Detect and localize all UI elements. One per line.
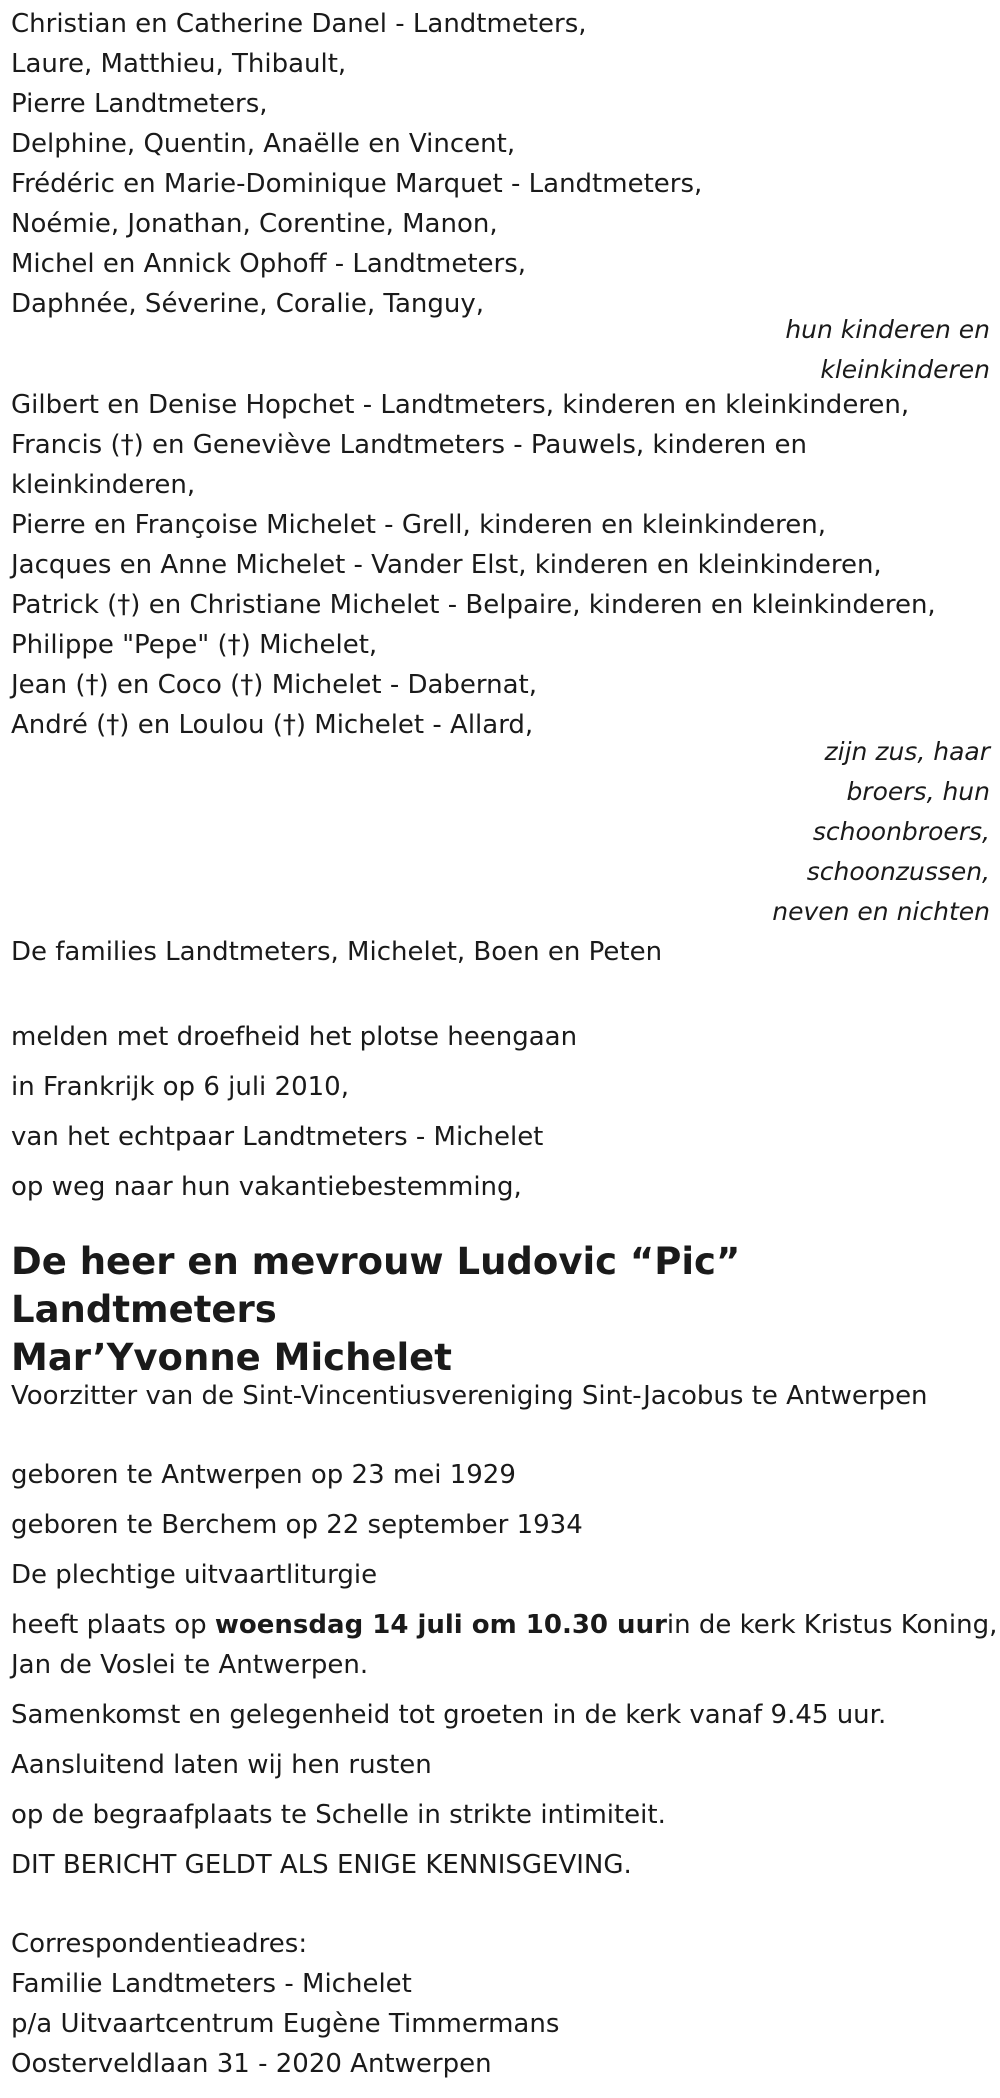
church-address: Jan de Voslei te Antwerpen. [11,1650,369,1680]
family-line: Francis (†) en Geneviève Landtmeters - Pauwels, kinderen en [11,430,807,460]
relation-line: hun kinderen en [785,315,990,344]
family-line: kleinkinderen, [11,470,196,500]
relation-line: broers, hun [846,777,990,806]
rest-line: Aansluitend laten wij hen rusten [11,1750,432,1780]
notice-line: DIT BERICHT GELDT ALS ENIGE KENNISGEVING. [11,1850,632,1880]
family-line: Philippe "Pepe" (†) Michelet, [11,630,378,660]
liturgy-line: De plechtige uitvaartliturgie [11,1560,378,1590]
correspondence-line: Correspondentieadres: [11,1929,308,1959]
family-line: Michel en Annick Ophoff - Landtmeters, [11,249,527,279]
family-line: Patrick (†) en Christiane Michelet - Belpaire, kinderen en kleinkinderen, [11,590,936,620]
correspondence-address [11,1924,991,2084]
announcement-line: van het echtpaar Landtmeters - Michelet [11,1122,544,1152]
family-line: Daphnée, Séverine, Coralie, Tanguy, [11,289,485,319]
announcement-line: op weg naar hun vakantiebestemming, [11,1172,522,1202]
function-line [11,1376,991,1416]
family-line: Jacques en Anne Michelet - Vander Elst, kinderen en kleinkinderen, [11,550,882,580]
family-list-children [11,4,991,324]
family-line: Jean (†) en Coco (†) Michelet - Dabernat, [11,670,538,700]
correspondence-line: Oosterveldlaan 31 - 2020 Antwerpen [11,2049,492,2079]
announcement-line: melden met droefheid het plotse heengaan [11,1022,578,1052]
correspondence-line: Familie Landtmeters - Michelet [11,1969,412,1999]
relation-line: kleinkinderen [820,355,990,384]
takes-place-line [11,1605,998,1645]
family-line: Frédéric en Marie-Dominique Marquet - Landtmeters, [11,169,703,199]
announcement-line: in Frankrijk op 6 juli 2010, [11,1072,349,1102]
family-list-siblings [11,385,991,745]
family-line: Pierre Landtmeters, [11,89,268,119]
takes-place-prefix: heeft plaats op [11,1610,215,1640]
funeral-details [11,1450,998,1890]
families-line [11,932,991,972]
gathering-line: Samenkomst en gelegenheid tot groeten in de kerk vanaf 9.45 uur. [11,1700,887,1730]
relation-label-children [785,310,990,390]
relation-line: zijn zus, haar [824,737,990,766]
family-line: André (†) en Loulou (†) Michelet - Allard, [11,710,534,740]
family-line: Laure, Matthieu, Thibault, [11,49,347,79]
deceased-heading [11,1238,991,1382]
deceased-name-line: De heer en mevrouw Ludovic “Pic” Landtmeters [11,1240,741,1331]
relation-line: schoonzussen, [806,857,990,886]
family-line: Noémie, Jonathan, Corentine, Manon, [11,209,498,239]
birth-line: geboren te Berchem op 22 september 1934 [11,1510,583,1540]
announcement [11,1012,991,1212]
families-text: De families Landtmeters, Michelet, Boen en Peten [11,937,663,967]
family-line: Christian en Catherine Danel - Landtmeters, [11,9,587,39]
rest-line: op de begraafplaats te Schelle in strikte intimiteit. [11,1800,666,1830]
relation-label-siblings [772,732,990,932]
takes-place-suffix: in de kerk Kristus Koning, [666,1610,998,1640]
relation-line: schoonbroers, [812,817,990,846]
family-line: Pierre en Françoise Michelet - Grell, kinderen en kleinkinderen, [11,510,827,540]
family-line: Gilbert en Denise Hopchet - Landtmeters, kinderen en kleinkinderen, [11,390,910,420]
relation-line: neven en nichten [772,897,990,926]
deceased-name-line: Mar’Yvonne Michelet [11,1336,452,1379]
correspondence-line: p/a Uitvaartcentrum Eugène Timmermans [11,2009,560,2039]
function-text: Voorzitter van de Sint-Vincentiusvereniging Sint-Jacobus te Antwerpen [11,1381,928,1411]
funeral-date: woensdag 14 juli om 10.30 uur [214,1610,667,1640]
birth-line: geboren te Antwerpen op 23 mei 1929 [11,1460,516,1490]
family-line: Delphine, Quentin, Anaëlle en Vincent, [11,129,516,159]
